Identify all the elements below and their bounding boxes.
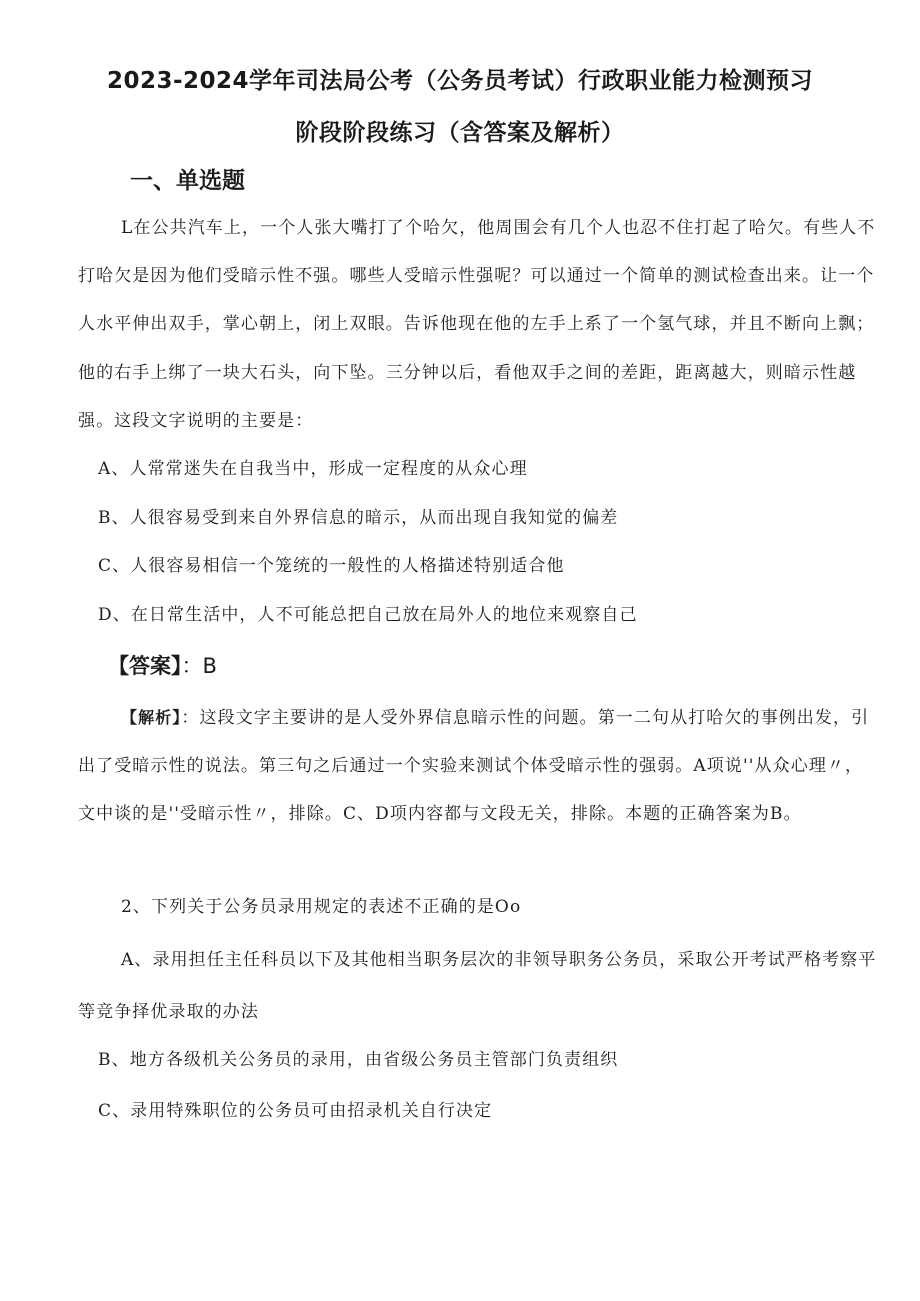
document-title-line-1: 2023-2024学年司法局公考（公务员考试）行政职业能力检测预习 [106,68,814,94]
question-1-answer [108,650,217,680]
question-2-option-a: A、录用担任主任科员以下及其他相当职务层次的非领导职务公务员，采取公开考试严格考察平等竞争择优录取的办法 [78,950,877,1022]
question-2-stem: 2、下列关于公务员录用规定的表述不正确的是Oo [121,897,522,917]
document-title-line-2: 阶段阶段练习（含答案及解析） [295,120,625,146]
question-1-option-b: B、人很容易受到来自外界信息的暗示，从而出现自我知觉的偏差 [98,508,619,528]
question-2-option-b: B、地方各级机关公务员的录用，由省级公务员主管部门负责组织 [98,1050,619,1070]
answer-label: 【答案】 [108,654,182,678]
answer-value: ：B [181,654,217,678]
question-1-explanation [78,694,878,839]
explanation-text: ：这段文字主要讲的是人受外界信息暗示性的问题。第一二句从打哈欠的事例出发，引出了受暗示性的说法。第三句之后通过一个实验来测试个体受暗示性的强弱。A项说''从众心理〃，文中谈的是''受暗示性〃，排除。C、D项内容都与文段无关，排除。本题的正确答案为B。 [78,708,870,825]
question-1-option-c: C、人很容易相信一个笼统的一般性的人格描述特别适合他 [98,556,565,576]
explanation-label: 【解析】 [121,708,182,727]
question-1-stem: L在公共汽车上，一个人张大嘴打了个哈欠，他周围会有几个人也忍不住打起了哈欠。有些人不打哈欠是因为他们受暗示性不强。哪些人受暗示性强呢？可以通过一个简单的测试检查出来。让一个人水平伸出双手，掌心朝上，闭上双眼。告诉他现在他的左手上系了一个氢气球，并且不断向上飘；他的右手上绑了一块大石头，向下坠。三分钟以后，看他双手之间的差距，距离越大，则暗示性越强。这段文字说明的主要是： [78,218,876,431]
section-heading: 一、单选题 [130,168,245,194]
question-1-option-d: D、在日常生活中，人不可能总把自己放在局外人的地位来观察自己 [98,605,638,625]
question-1-option-a: A、人常常迷失在自我当中，形成一定程度的从众心理 [98,459,528,479]
question-2-option-c: C、录用特殊职位的公务员可由招录机关自行决定 [98,1101,493,1121]
